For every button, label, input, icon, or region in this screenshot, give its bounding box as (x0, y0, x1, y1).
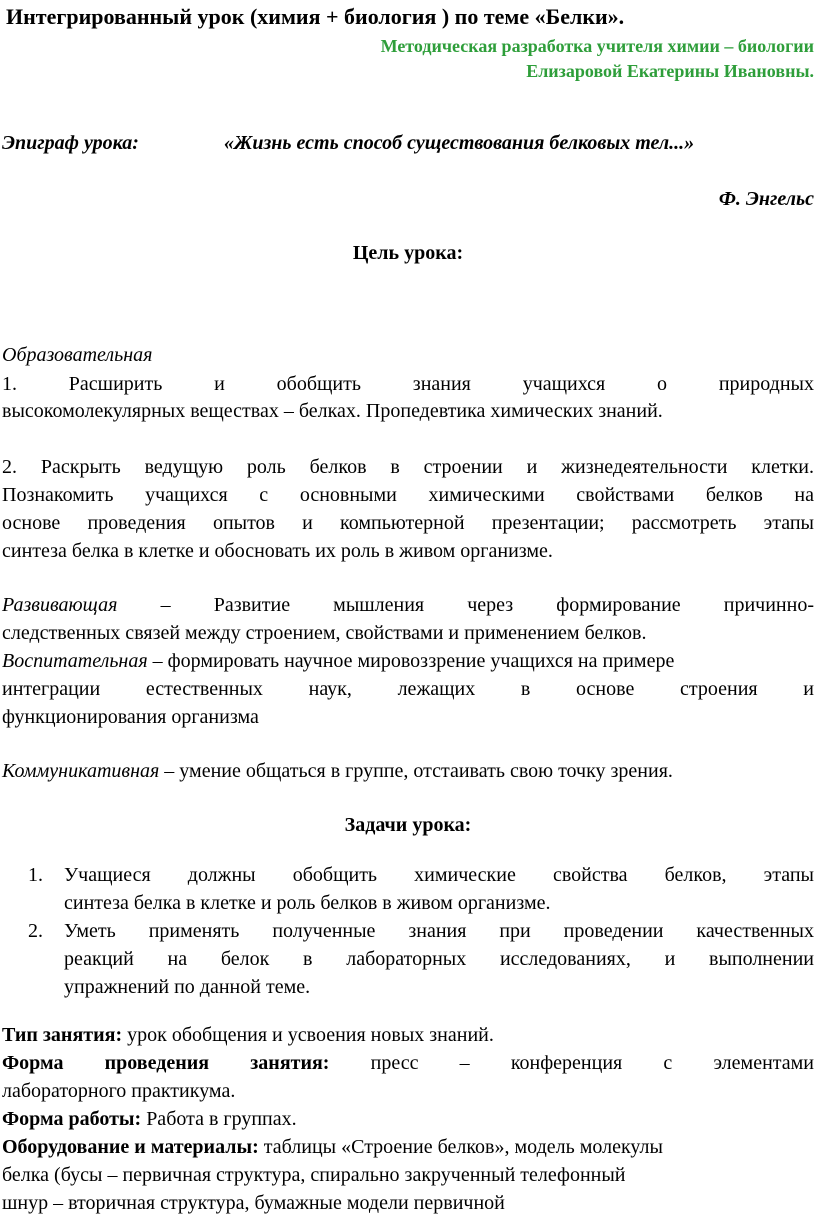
goal2-line3: основе проведения опытов и компьютерной презентации; рассмотреть этапы (2, 512, 814, 534)
comm-paragraph (2, 758, 814, 785)
form-line (2, 1050, 814, 1077)
dev-label: Развивающая (2, 594, 118, 616)
task2-line1: Уметь применять полученные знания при проведении качественных (64, 920, 814, 942)
author-line-2: Елизаровой Екатерины Ивановны. (526, 61, 814, 81)
equip-line2: белка (бусы – первичная структура, спирально закрученный телефонный (2, 1164, 626, 1186)
epigraph-author: Ф. Энгельс (718, 188, 814, 210)
epigraph-quote: «Жизнь есть способ существования белковых тел...» (224, 132, 695, 154)
task1-number: 1. (28, 864, 43, 886)
form-line2: лабораторного практикума. (2, 1080, 236, 1102)
equip-text: таблицы «Строение белков», модель молекулы (258, 1136, 663, 1158)
type-label: Тип занятия: (2, 1024, 123, 1046)
task2-line3: упражнений по данной теме. (64, 976, 311, 998)
upb-line2: интеграции естественных наук, лежащих в основе строения и (2, 678, 814, 700)
upb-paragraph-line1 (2, 648, 814, 675)
work-label: Форма работы: (2, 1108, 142, 1130)
goal2-line1: 2. Раскрыть ведущую роль белков в строении и жизнедеятельности клетки. (2, 456, 814, 478)
type-line (2, 1022, 814, 1049)
comm-text: – умение общаться в группе, отстаивать свою точку зрения. (159, 760, 673, 782)
epigraph-label: Эпиграф урока: (2, 132, 139, 154)
equip-line (2, 1134, 814, 1161)
goal-heading: Цель урока: (352, 242, 464, 264)
form-label: Форма проведения занятия: (2, 1052, 330, 1074)
goal1-line1: 1. Расширить и обобщить знания учащихся о природных (2, 373, 814, 395)
task2-number: 2. (28, 920, 43, 942)
task2-line2: реакций на белок в лабораторных исследованиях, и выполнении (64, 948, 814, 970)
author-line-1: Методическая разработка учителя химии – биологии (380, 36, 814, 56)
tasks-heading: Задачи урока: (344, 814, 472, 836)
form-text: пресс – конференция с элементами (329, 1052, 814, 1074)
document-title: Интегрированный урок (химия + биология ) по теме «Белки». (6, 4, 625, 29)
upb-label: Воспитательная (2, 650, 148, 672)
task1-line1: Учащиеся должны обобщить химические свойства белков, этапы (64, 864, 814, 886)
goal2-line2: Познакомить учащихся с основными химическими свойствами белков на (2, 484, 814, 506)
upb-text: – формировать научное мировоззрение учащихся на примере (147, 650, 675, 672)
edu-label: Образовательная (2, 344, 153, 366)
work-text: Работа в группах. (141, 1108, 297, 1130)
dev-text: – Развитие мышления через формирование причинно- (117, 594, 814, 616)
goal1-line2: высокомолекулярных веществах – белках. Пропедевтика химических знаний. (2, 400, 663, 422)
upb-line3: функционирования организма (2, 706, 259, 728)
goal2-line4: синтеза белка в клетке и обосновать их роль в живом организме. (2, 540, 553, 562)
type-text: урок обобщения и усвоения новых знаний. (122, 1024, 494, 1046)
dev-paragraph-line1 (2, 592, 814, 619)
comm-label: Коммуникативная (2, 760, 160, 782)
work-line (2, 1106, 814, 1133)
equip-label: Оборудование и материалы: (2, 1136, 259, 1158)
task1-line2: синтеза белка в клетке и роль белков в живом организме. (64, 892, 551, 914)
equip-line3: шнур – вторичная структура, бумажные модели первичной (2, 1192, 505, 1214)
dev-line2: следственных связей между строением, свойствами и применением белков. (2, 622, 647, 644)
